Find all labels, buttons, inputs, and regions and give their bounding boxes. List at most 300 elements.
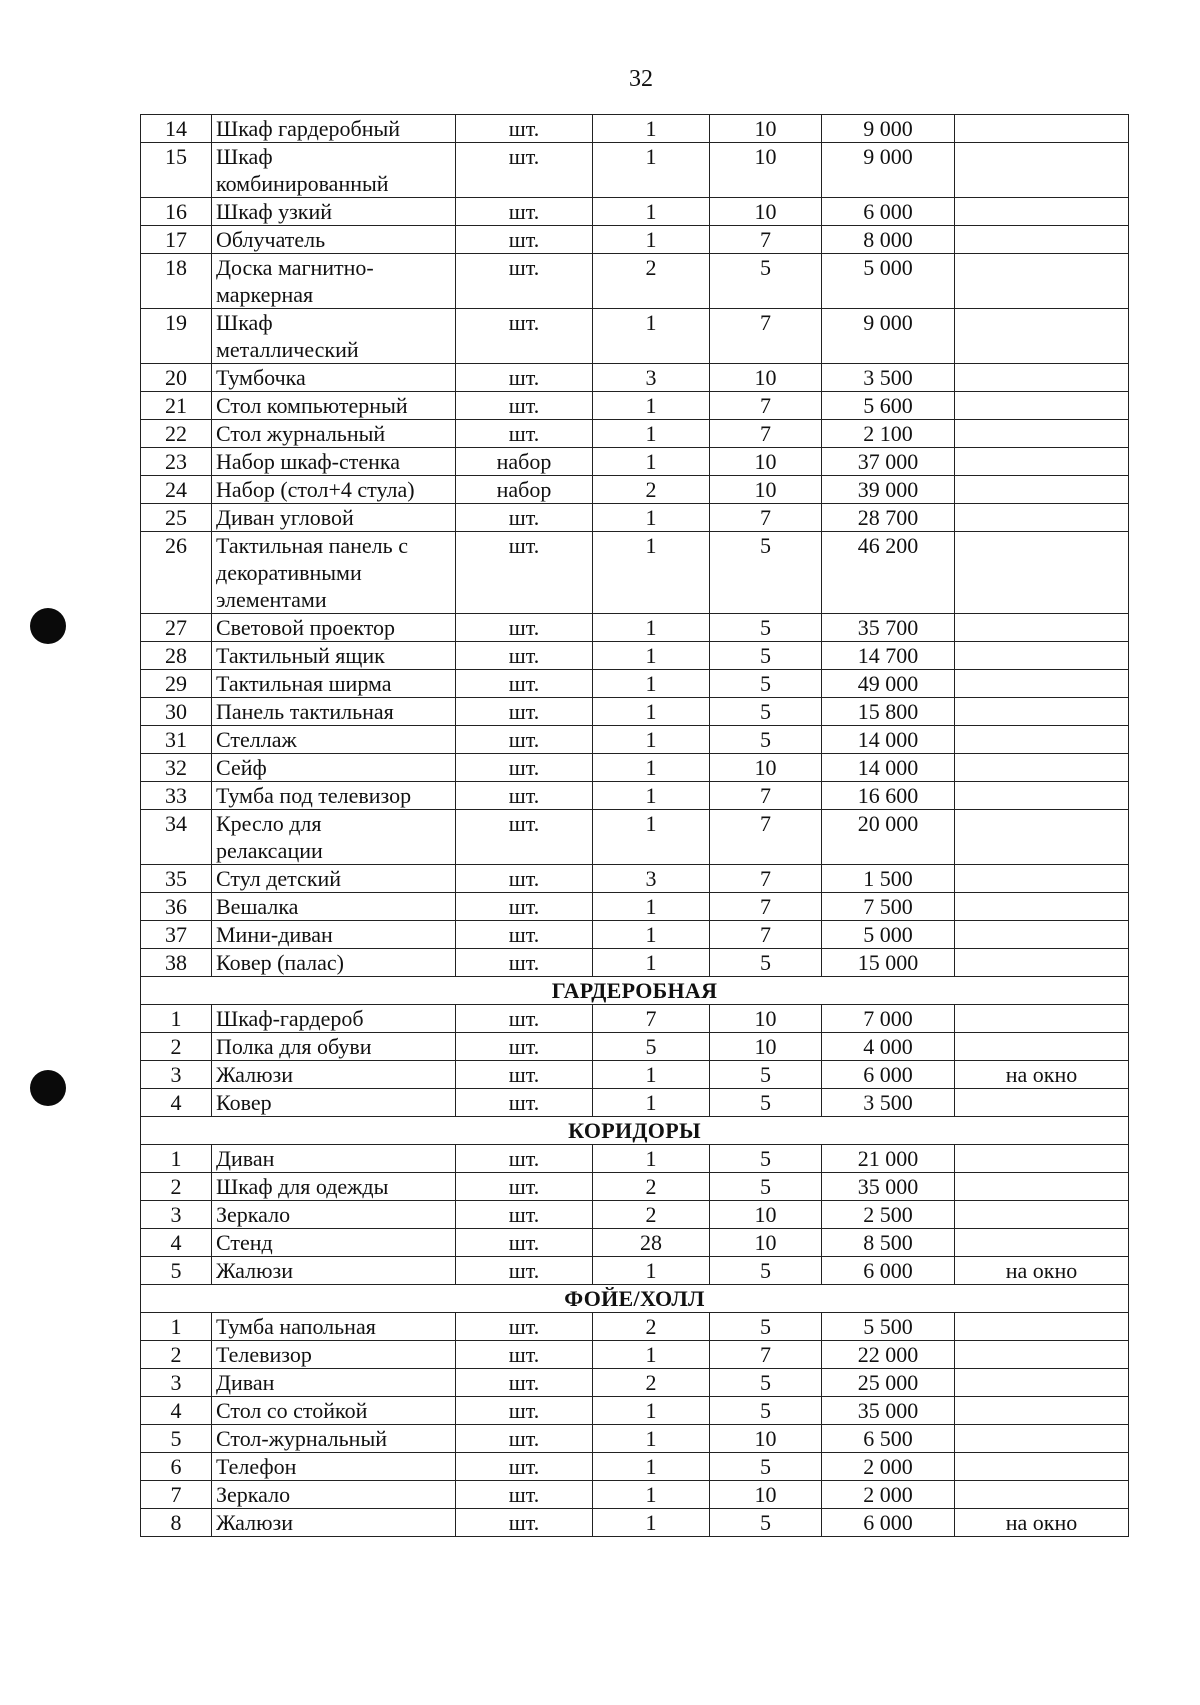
price-cell: 5 600 bbox=[822, 392, 955, 420]
row-number: 1 bbox=[141, 1005, 212, 1033]
unit-cell: шт. bbox=[456, 1089, 593, 1117]
quantity-cell: 1 bbox=[593, 782, 710, 810]
table-row bbox=[141, 1201, 1129, 1229]
price-cell: 5 000 bbox=[822, 921, 955, 949]
note-cell bbox=[955, 949, 1129, 977]
unit-cell: шт. bbox=[456, 1201, 593, 1229]
price-cell: 3 500 bbox=[822, 364, 955, 392]
note-cell bbox=[955, 810, 1129, 865]
quantity-cell: 1 bbox=[593, 1509, 710, 1537]
note-cell: на окно bbox=[955, 1061, 1129, 1089]
row-number: 33 bbox=[141, 782, 212, 810]
note-cell bbox=[955, 448, 1129, 476]
price-cell: 25 000 bbox=[822, 1369, 955, 1397]
service-life-cell: 7 bbox=[710, 782, 822, 810]
service-life-cell: 7 bbox=[710, 921, 822, 949]
price-cell: 28 700 bbox=[822, 504, 955, 532]
table-row bbox=[141, 893, 1129, 921]
service-life-cell: 10 bbox=[710, 115, 822, 143]
service-life-cell: 7 bbox=[710, 1341, 822, 1369]
service-life-cell: 7 bbox=[710, 420, 822, 448]
unit-cell: шт. bbox=[456, 949, 593, 977]
price-cell: 7 000 bbox=[822, 1005, 955, 1033]
table-row bbox=[141, 614, 1129, 642]
item-name: Стол журнальный bbox=[212, 420, 456, 448]
unit-cell: шт. bbox=[456, 1397, 593, 1425]
unit-cell: шт. bbox=[456, 198, 593, 226]
row-number: 23 bbox=[141, 448, 212, 476]
row-number: 34 bbox=[141, 810, 212, 865]
row-number: 20 bbox=[141, 364, 212, 392]
row-number: 26 bbox=[141, 532, 212, 614]
section-title: КОРИДОРЫ bbox=[141, 1117, 1129, 1145]
note-cell bbox=[955, 115, 1129, 143]
item-name: Световой проектор bbox=[212, 614, 456, 642]
row-number: 19 bbox=[141, 309, 212, 364]
price-cell: 14 000 bbox=[822, 726, 955, 754]
section-title: ФОЙЕ/ХОЛЛ bbox=[141, 1285, 1129, 1313]
service-life-cell: 5 bbox=[710, 642, 822, 670]
table-row bbox=[141, 1509, 1129, 1537]
item-name: Тумба под телевизор bbox=[212, 782, 456, 810]
quantity-cell: 2 bbox=[593, 476, 710, 504]
price-cell: 14 000 bbox=[822, 754, 955, 782]
service-life-cell: 10 bbox=[710, 1425, 822, 1453]
row-number: 37 bbox=[141, 921, 212, 949]
quantity-cell: 1 bbox=[593, 1145, 710, 1173]
price-cell: 21 000 bbox=[822, 1145, 955, 1173]
row-number: 1 bbox=[141, 1145, 212, 1173]
item-name: Панель тактильная bbox=[212, 698, 456, 726]
quantity-cell: 1 bbox=[593, 226, 710, 254]
table-row bbox=[141, 726, 1129, 754]
unit-cell: шт. bbox=[456, 614, 593, 642]
quantity-cell: 1 bbox=[593, 726, 710, 754]
row-number: 4 bbox=[141, 1229, 212, 1257]
row-number: 30 bbox=[141, 698, 212, 726]
item-name: Тактильная панель с декоративными элементами bbox=[212, 532, 456, 614]
price-cell: 35 000 bbox=[822, 1173, 955, 1201]
punch-hole-mark bbox=[30, 608, 66, 644]
service-life-cell: 5 bbox=[710, 1397, 822, 1425]
table-row bbox=[141, 865, 1129, 893]
item-name: Диван угловой bbox=[212, 504, 456, 532]
table-row bbox=[141, 1257, 1129, 1285]
price-cell: 6 000 bbox=[822, 1257, 955, 1285]
unit-cell: шт. bbox=[456, 726, 593, 754]
service-life-cell: 10 bbox=[710, 1201, 822, 1229]
price-cell: 16 600 bbox=[822, 782, 955, 810]
price-cell: 20 000 bbox=[822, 810, 955, 865]
unit-cell: шт. bbox=[456, 1341, 593, 1369]
inventory-table bbox=[140, 114, 1129, 1537]
table-row bbox=[141, 504, 1129, 532]
table-row bbox=[141, 1369, 1129, 1397]
table-row bbox=[141, 364, 1129, 392]
unit-cell: набор bbox=[456, 448, 593, 476]
unit-cell: шт. bbox=[456, 143, 593, 198]
table-row bbox=[141, 1145, 1129, 1173]
unit-cell: шт. bbox=[456, 893, 593, 921]
unit-cell: шт. bbox=[456, 642, 593, 670]
unit-cell: шт. bbox=[456, 392, 593, 420]
quantity-cell: 1 bbox=[593, 1089, 710, 1117]
price-cell: 6 500 bbox=[822, 1425, 955, 1453]
row-number: 21 bbox=[141, 392, 212, 420]
price-cell: 37 000 bbox=[822, 448, 955, 476]
row-number: 15 bbox=[141, 143, 212, 198]
service-life-cell: 5 bbox=[710, 1089, 822, 1117]
item-name: Жалюзи bbox=[212, 1257, 456, 1285]
punch-hole-mark bbox=[30, 1070, 66, 1106]
table-row bbox=[141, 309, 1129, 364]
service-life-cell: 10 bbox=[710, 143, 822, 198]
note-cell bbox=[955, 1145, 1129, 1173]
service-life-cell: 7 bbox=[710, 226, 822, 254]
item-name: Тумбочка bbox=[212, 364, 456, 392]
section-header-row bbox=[141, 977, 1129, 1005]
service-life-cell: 10 bbox=[710, 1033, 822, 1061]
quantity-cell: 5 bbox=[593, 1033, 710, 1061]
row-number: 3 bbox=[141, 1369, 212, 1397]
item-name: Шкаф металлический bbox=[212, 309, 456, 364]
quantity-cell: 1 bbox=[593, 893, 710, 921]
quantity-cell: 1 bbox=[593, 448, 710, 476]
service-life-cell: 5 bbox=[710, 1061, 822, 1089]
service-life-cell: 7 bbox=[710, 865, 822, 893]
unit-cell: шт. bbox=[456, 782, 593, 810]
quantity-cell: 1 bbox=[593, 614, 710, 642]
unit-cell: шт. bbox=[456, 504, 593, 532]
table-row bbox=[141, 1453, 1129, 1481]
table-row bbox=[141, 1061, 1129, 1089]
service-life-cell: 10 bbox=[710, 364, 822, 392]
note-cell bbox=[955, 670, 1129, 698]
quantity-cell: 1 bbox=[593, 392, 710, 420]
row-number: 35 bbox=[141, 865, 212, 893]
note-cell bbox=[955, 1425, 1129, 1453]
item-name: Сейф bbox=[212, 754, 456, 782]
item-name: Мини-диван bbox=[212, 921, 456, 949]
quantity-cell: 1 bbox=[593, 504, 710, 532]
row-number: 27 bbox=[141, 614, 212, 642]
note-cell bbox=[955, 1481, 1129, 1509]
table-row bbox=[141, 949, 1129, 977]
service-life-cell: 10 bbox=[710, 448, 822, 476]
unit-cell: шт. bbox=[456, 309, 593, 364]
table-row bbox=[141, 1341, 1129, 1369]
table-row bbox=[141, 670, 1129, 698]
row-number: 2 bbox=[141, 1033, 212, 1061]
service-life-cell: 5 bbox=[710, 1369, 822, 1397]
note-cell bbox=[955, 1369, 1129, 1397]
row-number: 25 bbox=[141, 504, 212, 532]
table-row bbox=[141, 642, 1129, 670]
service-life-cell: 10 bbox=[710, 754, 822, 782]
note-cell bbox=[955, 198, 1129, 226]
row-number: 7 bbox=[141, 1481, 212, 1509]
note-cell bbox=[955, 1201, 1129, 1229]
service-life-cell: 10 bbox=[710, 476, 822, 504]
quantity-cell: 1 bbox=[593, 532, 710, 614]
note-cell bbox=[955, 254, 1129, 309]
item-name: Телевизор bbox=[212, 1341, 456, 1369]
table-row bbox=[141, 1425, 1129, 1453]
unit-cell: шт. bbox=[456, 1481, 593, 1509]
table-row bbox=[141, 392, 1129, 420]
item-name: Шкаф для одежды bbox=[212, 1173, 456, 1201]
service-life-cell: 5 bbox=[710, 1173, 822, 1201]
table-row bbox=[141, 115, 1129, 143]
quantity-cell: 2 bbox=[593, 1173, 710, 1201]
item-name: Тактильный ящик bbox=[212, 642, 456, 670]
unit-cell: шт. bbox=[456, 670, 593, 698]
table-row bbox=[141, 782, 1129, 810]
price-cell: 3 500 bbox=[822, 1089, 955, 1117]
service-life-cell: 7 bbox=[710, 309, 822, 364]
item-name: Облучатель bbox=[212, 226, 456, 254]
row-number: 4 bbox=[141, 1089, 212, 1117]
quantity-cell: 1 bbox=[593, 642, 710, 670]
quantity-cell: 1 bbox=[593, 115, 710, 143]
quantity-cell: 3 bbox=[593, 865, 710, 893]
service-life-cell: 7 bbox=[710, 893, 822, 921]
item-name: Полка для обуви bbox=[212, 1033, 456, 1061]
note-cell: на окно bbox=[955, 1509, 1129, 1537]
row-number: 17 bbox=[141, 226, 212, 254]
row-number: 1 bbox=[141, 1313, 212, 1341]
item-name: Жалюзи bbox=[212, 1509, 456, 1537]
page-number: 32 bbox=[629, 66, 653, 92]
quantity-cell: 1 bbox=[593, 670, 710, 698]
quantity-cell: 1 bbox=[593, 1481, 710, 1509]
unit-cell: шт. bbox=[456, 810, 593, 865]
table-row bbox=[141, 754, 1129, 782]
table-row bbox=[141, 1313, 1129, 1341]
quantity-cell: 1 bbox=[593, 949, 710, 977]
note-cell bbox=[955, 921, 1129, 949]
table-row bbox=[141, 226, 1129, 254]
table-row bbox=[141, 198, 1129, 226]
table-row bbox=[141, 1397, 1129, 1425]
service-life-cell: 7 bbox=[710, 504, 822, 532]
unit-cell: шт. bbox=[456, 698, 593, 726]
item-name: Тумба напольная bbox=[212, 1313, 456, 1341]
row-number: 6 bbox=[141, 1453, 212, 1481]
note-cell bbox=[955, 893, 1129, 921]
item-name: Стол компьютерный bbox=[212, 392, 456, 420]
service-life-cell: 5 bbox=[710, 532, 822, 614]
price-cell: 8 500 bbox=[822, 1229, 955, 1257]
unit-cell: шт. bbox=[456, 1425, 593, 1453]
quantity-cell: 2 bbox=[593, 1313, 710, 1341]
note-cell bbox=[955, 1453, 1129, 1481]
item-name: Стеллаж bbox=[212, 726, 456, 754]
quantity-cell: 1 bbox=[593, 1341, 710, 1369]
quantity-cell: 7 bbox=[593, 1005, 710, 1033]
note-cell bbox=[955, 532, 1129, 614]
table-row bbox=[141, 143, 1129, 198]
item-name: Стул детский bbox=[212, 865, 456, 893]
note-cell bbox=[955, 642, 1129, 670]
quantity-cell: 1 bbox=[593, 1397, 710, 1425]
unit-cell: шт. bbox=[456, 115, 593, 143]
quantity-cell: 1 bbox=[593, 1425, 710, 1453]
price-cell: 1 500 bbox=[822, 865, 955, 893]
row-number: 28 bbox=[141, 642, 212, 670]
table-row bbox=[141, 921, 1129, 949]
row-number: 8 bbox=[141, 1509, 212, 1537]
note-cell bbox=[955, 1341, 1129, 1369]
unit-cell: шт. bbox=[456, 1369, 593, 1397]
note-cell: на окно bbox=[955, 1257, 1129, 1285]
table-row bbox=[141, 1481, 1129, 1509]
row-number: 29 bbox=[141, 670, 212, 698]
item-name: Тактильная ширма bbox=[212, 670, 456, 698]
row-number: 5 bbox=[141, 1425, 212, 1453]
service-life-cell: 5 bbox=[710, 1313, 822, 1341]
service-life-cell: 5 bbox=[710, 1257, 822, 1285]
unit-cell: шт. bbox=[456, 226, 593, 254]
table-row bbox=[141, 420, 1129, 448]
service-life-cell: 5 bbox=[710, 670, 822, 698]
service-life-cell: 5 bbox=[710, 698, 822, 726]
price-cell: 22 000 bbox=[822, 1341, 955, 1369]
service-life-cell: 10 bbox=[710, 198, 822, 226]
price-cell: 9 000 bbox=[822, 143, 955, 198]
price-cell: 7 500 bbox=[822, 893, 955, 921]
quantity-cell: 1 bbox=[593, 810, 710, 865]
unit-cell: шт. bbox=[456, 420, 593, 448]
price-cell: 9 000 bbox=[822, 309, 955, 364]
service-life-cell: 5 bbox=[710, 726, 822, 754]
service-life-cell: 5 bbox=[710, 614, 822, 642]
unit-cell: шт. bbox=[456, 921, 593, 949]
quantity-cell: 3 bbox=[593, 364, 710, 392]
quantity-cell: 1 bbox=[593, 921, 710, 949]
row-number: 32 bbox=[141, 754, 212, 782]
price-cell: 2 500 bbox=[822, 1201, 955, 1229]
note-cell bbox=[955, 1313, 1129, 1341]
price-cell: 49 000 bbox=[822, 670, 955, 698]
price-cell: 5 000 bbox=[822, 254, 955, 309]
note-cell bbox=[955, 865, 1129, 893]
item-name: Доска магнитно- маркерная bbox=[212, 254, 456, 309]
service-life-cell: 5 bbox=[710, 254, 822, 309]
item-name: Вешалка bbox=[212, 893, 456, 921]
row-number: 2 bbox=[141, 1173, 212, 1201]
item-name: Набор шкаф-стенка bbox=[212, 448, 456, 476]
note-cell bbox=[955, 698, 1129, 726]
unit-cell: шт. bbox=[456, 865, 593, 893]
item-name: Ковер bbox=[212, 1089, 456, 1117]
item-name: Шкаф комбинированный bbox=[212, 143, 456, 198]
unit-cell: шт. bbox=[456, 1453, 593, 1481]
note-cell bbox=[955, 309, 1129, 364]
price-cell: 6 000 bbox=[822, 198, 955, 226]
note-cell bbox=[955, 1033, 1129, 1061]
price-cell: 6 000 bbox=[822, 1509, 955, 1537]
unit-cell: шт. bbox=[456, 1173, 593, 1201]
note-cell bbox=[955, 504, 1129, 532]
note-cell bbox=[955, 1229, 1129, 1257]
price-cell: 5 500 bbox=[822, 1313, 955, 1341]
quantity-cell: 1 bbox=[593, 1453, 710, 1481]
row-number: 36 bbox=[141, 893, 212, 921]
unit-cell: шт. bbox=[456, 1257, 593, 1285]
note-cell bbox=[955, 1173, 1129, 1201]
unit-cell: шт. bbox=[456, 254, 593, 309]
quantity-cell: 28 bbox=[593, 1229, 710, 1257]
price-cell: 14 700 bbox=[822, 642, 955, 670]
quantity-cell: 1 bbox=[593, 309, 710, 364]
unit-cell: шт. bbox=[456, 1509, 593, 1537]
table-row bbox=[141, 698, 1129, 726]
row-number: 14 bbox=[141, 115, 212, 143]
price-cell: 4 000 bbox=[822, 1033, 955, 1061]
row-number: 3 bbox=[141, 1061, 212, 1089]
item-name: Диван bbox=[212, 1369, 456, 1397]
unit-cell: шт. bbox=[456, 1145, 593, 1173]
table-row bbox=[141, 810, 1129, 865]
service-life-cell: 7 bbox=[710, 392, 822, 420]
table-row bbox=[141, 532, 1129, 614]
item-name: Шкаф-гардероб bbox=[212, 1005, 456, 1033]
note-cell bbox=[955, 364, 1129, 392]
price-cell: 6 000 bbox=[822, 1061, 955, 1089]
service-life-cell: 5 bbox=[710, 1453, 822, 1481]
row-number: 4 bbox=[141, 1397, 212, 1425]
unit-cell: шт. bbox=[456, 1005, 593, 1033]
unit-cell: шт. bbox=[456, 364, 593, 392]
service-life-cell: 10 bbox=[710, 1005, 822, 1033]
service-life-cell: 5 bbox=[710, 949, 822, 977]
row-number: 2 bbox=[141, 1341, 212, 1369]
service-life-cell: 10 bbox=[710, 1229, 822, 1257]
table-row bbox=[141, 1033, 1129, 1061]
item-name: Стол со стойкой bbox=[212, 1397, 456, 1425]
row-number: 24 bbox=[141, 476, 212, 504]
quantity-cell: 1 bbox=[593, 1257, 710, 1285]
service-life-cell: 7 bbox=[710, 810, 822, 865]
note-cell bbox=[955, 226, 1129, 254]
price-cell: 15 000 bbox=[822, 949, 955, 977]
note-cell bbox=[955, 420, 1129, 448]
row-number: 5 bbox=[141, 1257, 212, 1285]
quantity-cell: 1 bbox=[593, 143, 710, 198]
quantity-cell: 2 bbox=[593, 1369, 710, 1397]
item-name: Телефон bbox=[212, 1453, 456, 1481]
price-cell: 46 200 bbox=[822, 532, 955, 614]
row-number: 38 bbox=[141, 949, 212, 977]
price-cell: 35 700 bbox=[822, 614, 955, 642]
item-name: Зеркало bbox=[212, 1481, 456, 1509]
note-cell bbox=[955, 1089, 1129, 1117]
item-name: Жалюзи bbox=[212, 1061, 456, 1089]
row-number: 22 bbox=[141, 420, 212, 448]
row-number: 31 bbox=[141, 726, 212, 754]
section-header-row bbox=[141, 1117, 1129, 1145]
note-cell bbox=[955, 392, 1129, 420]
table-row bbox=[141, 1005, 1129, 1033]
table-row bbox=[141, 476, 1129, 504]
quantity-cell: 1 bbox=[593, 754, 710, 782]
quantity-cell: 1 bbox=[593, 420, 710, 448]
unit-cell: шт. bbox=[456, 754, 593, 782]
unit-cell: шт. bbox=[456, 1061, 593, 1089]
price-cell: 35 000 bbox=[822, 1397, 955, 1425]
price-cell: 2 000 bbox=[822, 1453, 955, 1481]
